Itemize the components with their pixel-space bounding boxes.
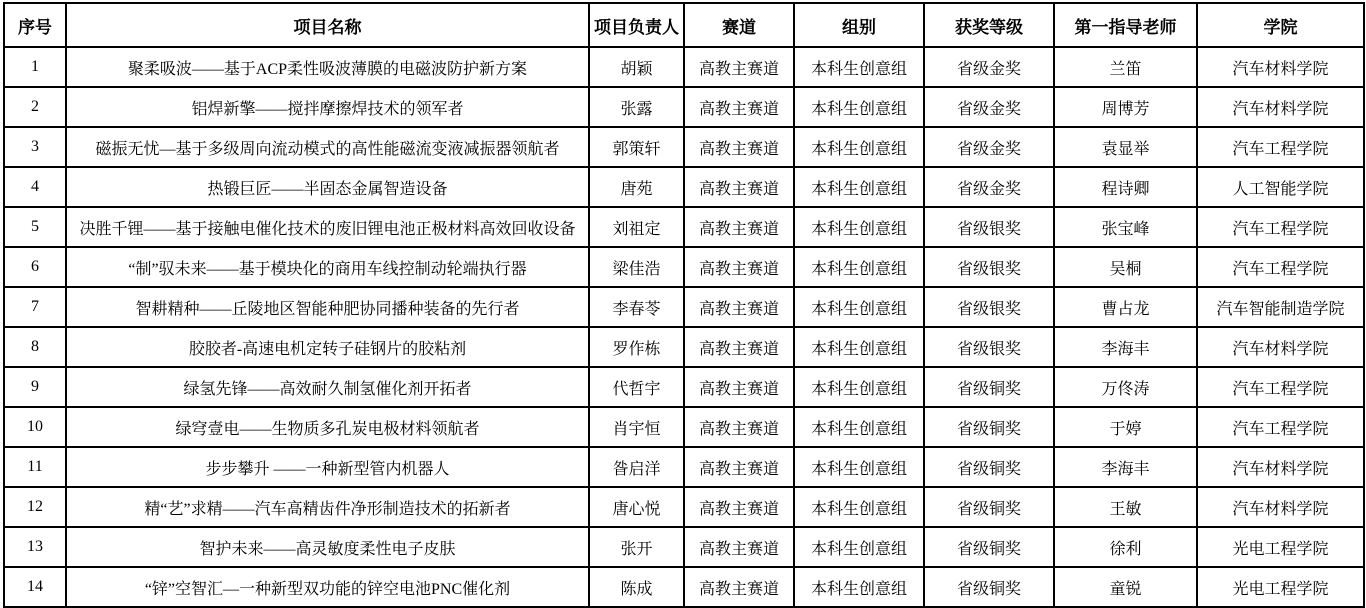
cell-award: 省级银奖 — [924, 327, 1054, 367]
awards-table — [3, 2, 1365, 608]
table-row — [4, 367, 1364, 407]
cell-track: 高教主赛道 — [684, 87, 794, 127]
header-row — [4, 3, 1364, 47]
cell-track: 高教主赛道 — [684, 327, 794, 367]
cell-college: 汽车工程学院 — [1197, 407, 1364, 447]
column-header-project: 项目名称 — [66, 3, 589, 47]
table-row — [4, 407, 1364, 447]
cell-leader: 梁佳浩 — [589, 247, 684, 287]
cell-leader: 胡颖 — [589, 47, 684, 87]
cell-advisor: 万佟涛 — [1054, 367, 1197, 407]
cell-award: 省级铜奖 — [924, 367, 1054, 407]
column-header-index: 序号 — [4, 3, 66, 47]
cell-college: 人工智能学院 — [1197, 167, 1364, 207]
cell-group: 本科生创意组 — [794, 327, 924, 367]
cell-college: 光电工程学院 — [1197, 527, 1364, 567]
table-row — [4, 567, 1364, 607]
cell-project: “制”驭未来——基于模块化的商用车线控制动轮端执行器 — [66, 247, 589, 287]
cell-leader: 昝启洋 — [589, 447, 684, 487]
cell-leader: 肖宇恒 — [589, 407, 684, 447]
table-row — [4, 487, 1364, 527]
cell-advisor: 徐利 — [1054, 527, 1197, 567]
cell-award: 省级金奖 — [924, 87, 1054, 127]
cell-track: 高教主赛道 — [684, 447, 794, 487]
cell-college: 汽车材料学院 — [1197, 47, 1364, 87]
cell-award: 省级金奖 — [924, 167, 1054, 207]
table-row — [4, 47, 1364, 87]
cell-index: 1 — [4, 47, 66, 87]
cell-project: 胶胶者-高速电机定转子硅钢片的胶粘剂 — [66, 327, 589, 367]
cell-group: 本科生创意组 — [794, 447, 924, 487]
cell-project: 绿穹壹电——生物质多孔炭电极材料领航者 — [66, 407, 589, 447]
cell-award: 省级铜奖 — [924, 487, 1054, 527]
cell-award: 省级铜奖 — [924, 407, 1054, 447]
cell-college: 汽车工程学院 — [1197, 127, 1364, 167]
cell-advisor: 兰笛 — [1054, 47, 1197, 87]
cell-index: 11 — [4, 447, 66, 487]
cell-leader: 郭策轩 — [589, 127, 684, 167]
cell-index: 12 — [4, 487, 66, 527]
cell-project: 铝焊新擎——搅拌摩擦焊技术的领军者 — [66, 87, 589, 127]
cell-college: 光电工程学院 — [1197, 567, 1364, 607]
cell-advisor: 于婷 — [1054, 407, 1197, 447]
cell-advisor: 吴桐 — [1054, 247, 1197, 287]
column-header-advisor: 第一指导老师 — [1054, 3, 1197, 47]
cell-award: 省级金奖 — [924, 127, 1054, 167]
cell-award: 省级铜奖 — [924, 567, 1054, 607]
cell-project: “锌”空智汇—一种新型双功能的锌空电池PNC催化剂 — [66, 567, 589, 607]
cell-group: 本科生创意组 — [794, 127, 924, 167]
cell-award: 省级银奖 — [924, 207, 1054, 247]
cell-track: 高教主赛道 — [684, 287, 794, 327]
cell-advisor: 童锐 — [1054, 567, 1197, 607]
cell-leader: 唐苑 — [589, 167, 684, 207]
cell-advisor: 王敏 — [1054, 487, 1197, 527]
cell-advisor: 李海丰 — [1054, 447, 1197, 487]
cell-index: 8 — [4, 327, 66, 367]
cell-track: 高教主赛道 — [684, 487, 794, 527]
cell-index: 9 — [4, 367, 66, 407]
cell-project: 热锻巨匠——半固态金属智造设备 — [66, 167, 589, 207]
cell-college: 汽车工程学院 — [1197, 247, 1364, 287]
table-row — [4, 287, 1364, 327]
cell-track: 高教主赛道 — [684, 407, 794, 447]
cell-track: 高教主赛道 — [684, 567, 794, 607]
column-header-track: 赛道 — [684, 3, 794, 47]
table-row — [4, 127, 1364, 167]
cell-group: 本科生创意组 — [794, 47, 924, 87]
cell-college: 汽车材料学院 — [1197, 447, 1364, 487]
table-row — [4, 167, 1364, 207]
cell-leader: 代哲宇 — [589, 367, 684, 407]
cell-index: 2 — [4, 87, 66, 127]
cell-leader: 刘祖定 — [589, 207, 684, 247]
table-row — [4, 207, 1364, 247]
cell-index: 14 — [4, 567, 66, 607]
column-header-leader: 项目负责人 — [589, 3, 684, 47]
cell-track: 高教主赛道 — [684, 207, 794, 247]
cell-group: 本科生创意组 — [794, 87, 924, 127]
cell-group: 本科生创意组 — [794, 367, 924, 407]
cell-leader: 陈成 — [589, 567, 684, 607]
cell-award: 省级银奖 — [924, 247, 1054, 287]
cell-project: 智护未来——高灵敏度柔性电子皮肤 — [66, 527, 589, 567]
cell-index: 7 — [4, 287, 66, 327]
cell-advisor: 袁显举 — [1054, 127, 1197, 167]
cell-leader: 李春苓 — [589, 287, 684, 327]
table-row — [4, 527, 1364, 567]
cell-college: 汽车工程学院 — [1197, 207, 1364, 247]
cell-track: 高教主赛道 — [684, 47, 794, 87]
cell-group: 本科生创意组 — [794, 567, 924, 607]
cell-group: 本科生创意组 — [794, 527, 924, 567]
column-header-college: 学院 — [1197, 3, 1364, 47]
cell-leader: 罗作栋 — [589, 327, 684, 367]
cell-group: 本科生创意组 — [794, 207, 924, 247]
column-header-group: 组别 — [794, 3, 924, 47]
cell-college: 汽车材料学院 — [1197, 327, 1364, 367]
cell-advisor: 程诗卿 — [1054, 167, 1197, 207]
cell-advisor: 李海丰 — [1054, 327, 1197, 367]
cell-advisor: 曹占龙 — [1054, 287, 1197, 327]
cell-group: 本科生创意组 — [794, 247, 924, 287]
cell-project: 绿氢先锋——高效耐久制氢催化剂开拓者 — [66, 367, 589, 407]
column-header-award: 获奖等级 — [924, 3, 1054, 47]
cell-college: 汽车材料学院 — [1197, 87, 1364, 127]
cell-project: 决胜千锂——基于接触电催化技术的废旧锂电池正极材料高效回收设备 — [66, 207, 589, 247]
cell-leader: 唐心悦 — [589, 487, 684, 527]
cell-award: 省级银奖 — [924, 287, 1054, 327]
cell-advisor: 张宝峰 — [1054, 207, 1197, 247]
cell-award: 省级金奖 — [924, 47, 1054, 87]
cell-track: 高教主赛道 — [684, 247, 794, 287]
cell-group: 本科生创意组 — [794, 287, 924, 327]
cell-college: 汽车智能制造学院 — [1197, 287, 1364, 327]
table-row — [4, 447, 1364, 487]
cell-award: 省级铜奖 — [924, 447, 1054, 487]
cell-project: 智耕精种——丘陵地区智能种肥协同播种装备的先行者 — [66, 287, 589, 327]
table-row — [4, 87, 1364, 127]
cell-group: 本科生创意组 — [794, 487, 924, 527]
cell-track: 高教主赛道 — [684, 367, 794, 407]
cell-advisor: 周博芳 — [1054, 87, 1197, 127]
cell-project: 步步攀升 ——一种新型管内机器人 — [66, 447, 589, 487]
cell-track: 高教主赛道 — [684, 167, 794, 207]
cell-award: 省级铜奖 — [924, 527, 1054, 567]
cell-track: 高教主赛道 — [684, 127, 794, 167]
cell-index: 10 — [4, 407, 66, 447]
cell-index: 3 — [4, 127, 66, 167]
cell-project: 聚柔吸波——基于ACP柔性吸波薄膜的电磁波防护新方案 — [66, 47, 589, 87]
cell-group: 本科生创意组 — [794, 407, 924, 447]
cell-track: 高教主赛道 — [684, 527, 794, 567]
table-row — [4, 247, 1364, 287]
cell-project: 磁振无忧—基于多级周向流动模式的高性能磁流变液减振器领航者 — [66, 127, 589, 167]
table-row — [4, 327, 1364, 367]
cell-index: 13 — [4, 527, 66, 567]
cell-index: 6 — [4, 247, 66, 287]
cell-group: 本科生创意组 — [794, 167, 924, 207]
cell-college: 汽车材料学院 — [1197, 487, 1364, 527]
cell-leader: 张露 — [589, 87, 684, 127]
cell-index: 5 — [4, 207, 66, 247]
cell-leader: 张开 — [589, 527, 684, 567]
cell-project: 精“艺”求精——汽车高精齿件净形制造技术的拓新者 — [66, 487, 589, 527]
cell-index: 4 — [4, 167, 66, 207]
cell-college: 汽车工程学院 — [1197, 367, 1364, 407]
